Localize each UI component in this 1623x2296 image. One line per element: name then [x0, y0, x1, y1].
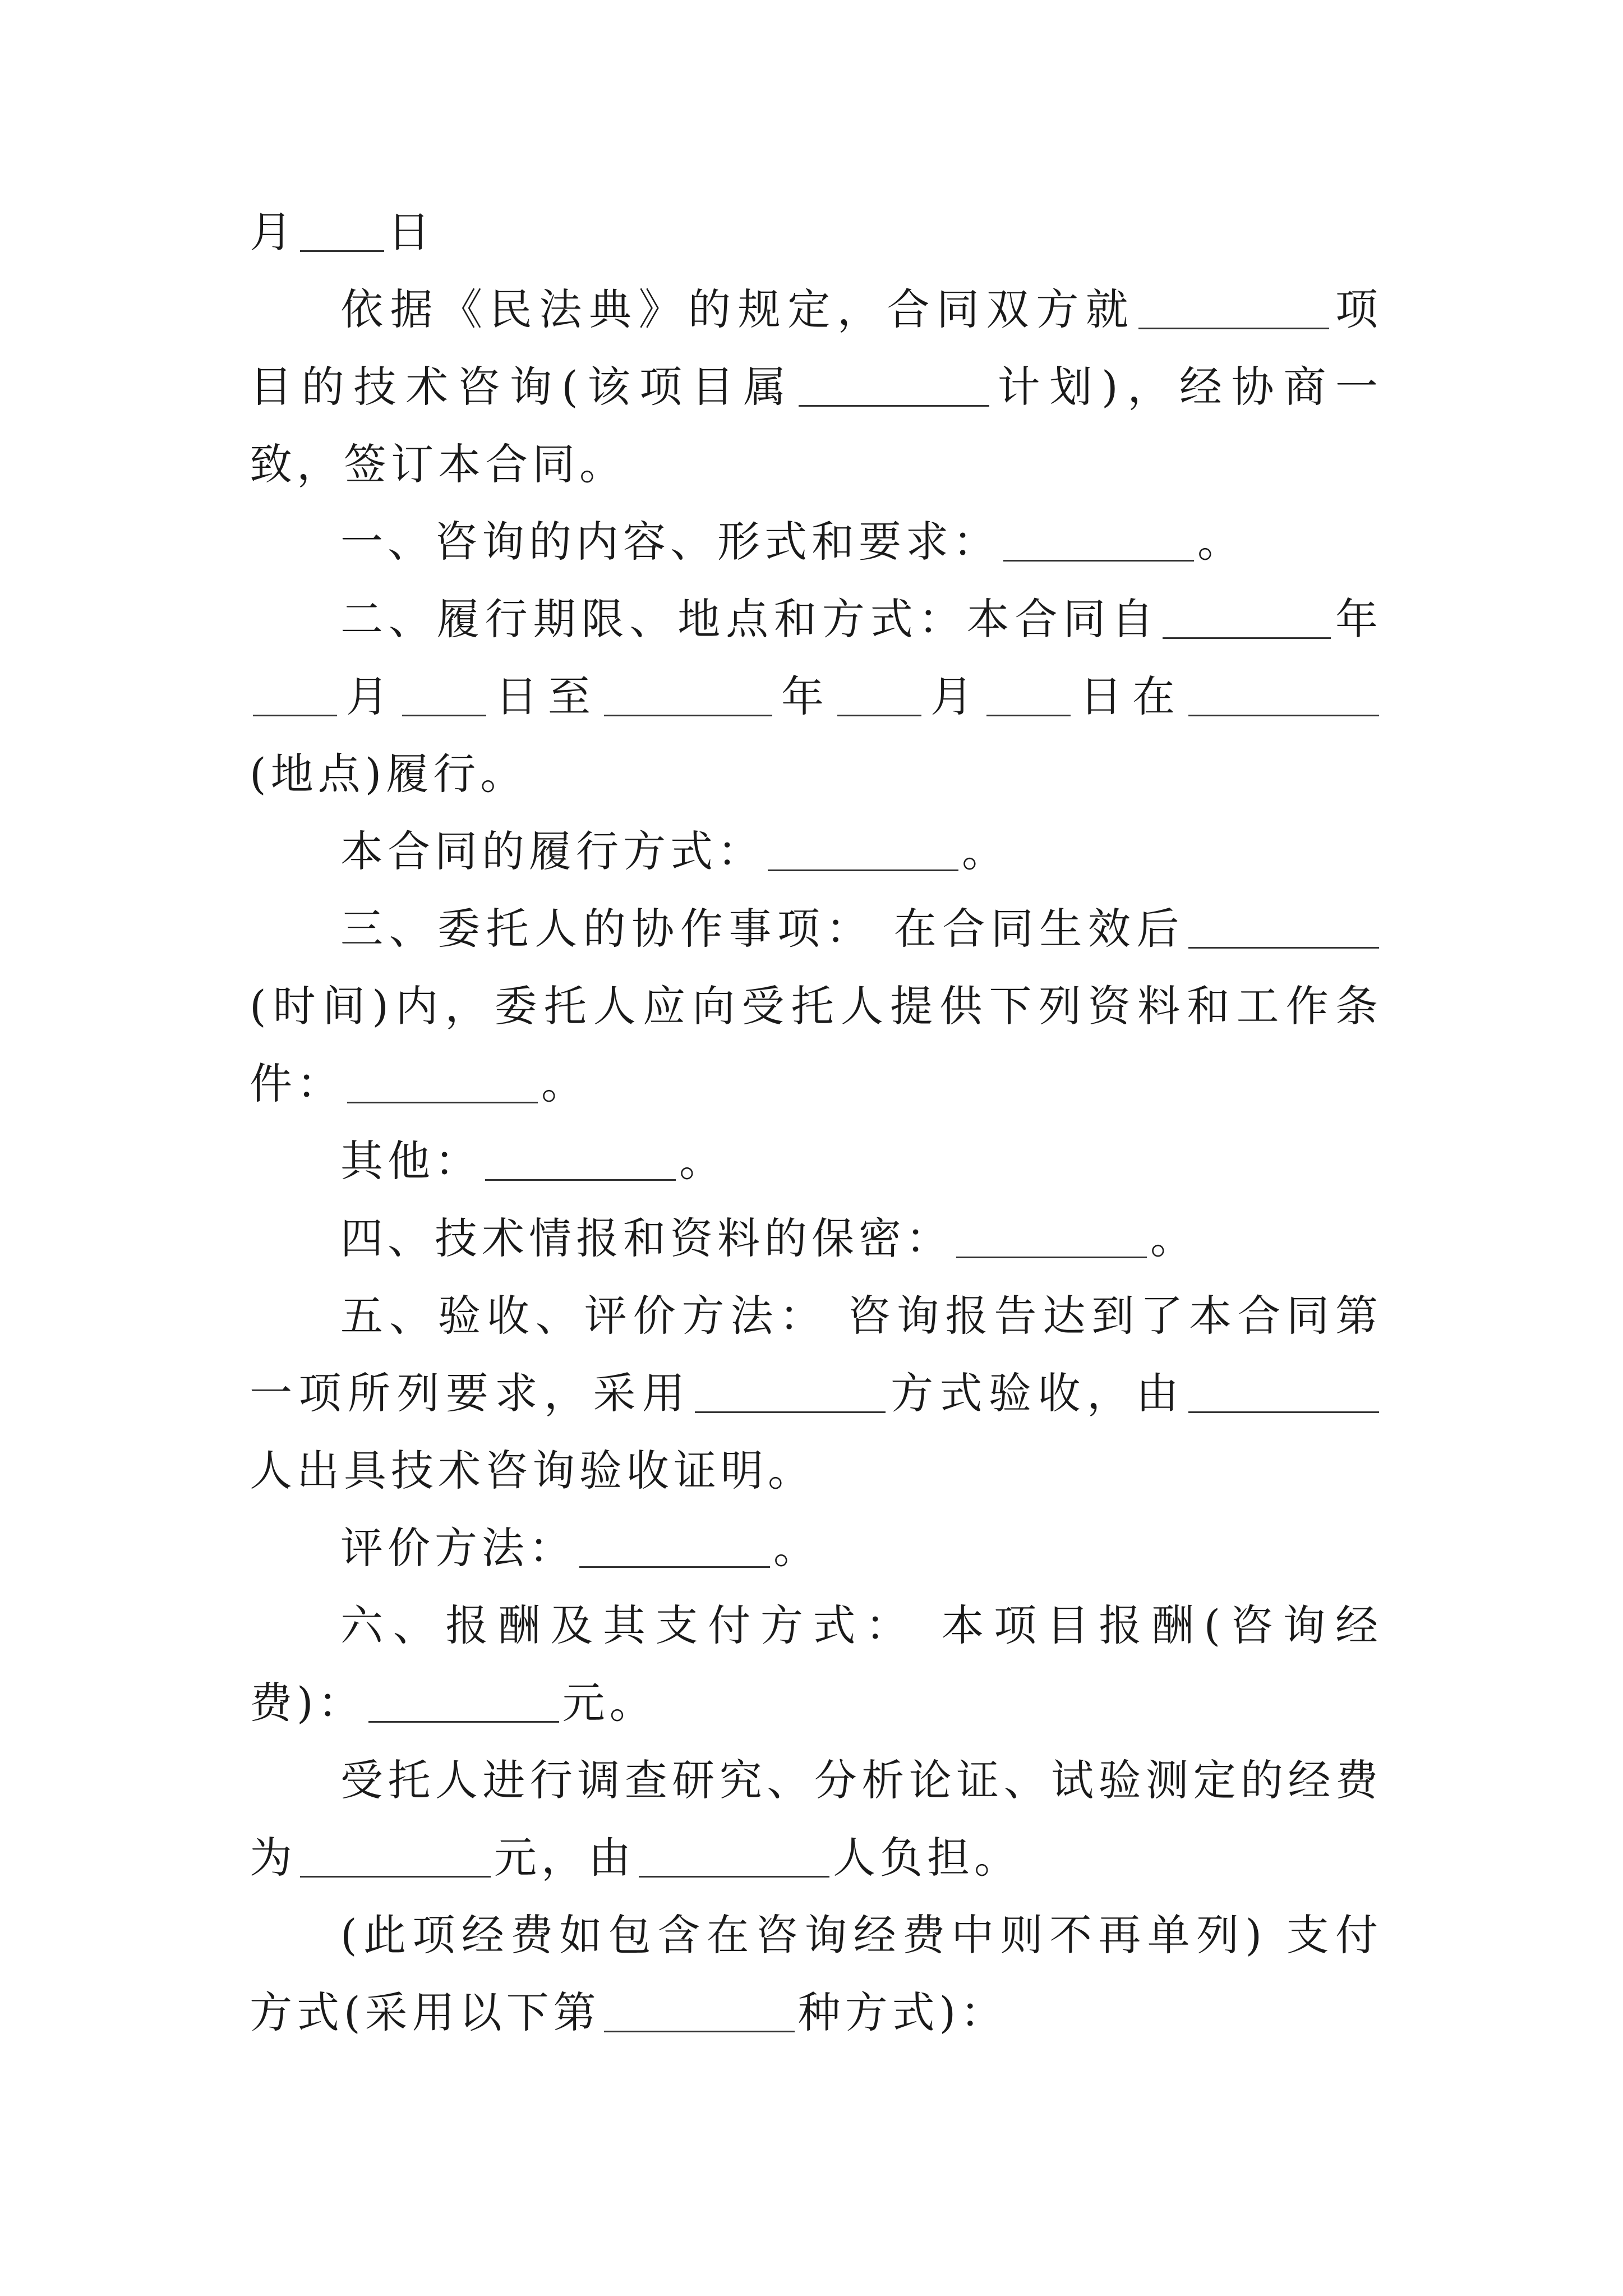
paragraph [250, 890, 1382, 1122]
fill-in-blank[interactable] [799, 365, 989, 407]
paragraph-text: 人出具技术咨询验收证明。 [250, 1446, 815, 1496]
paragraph-text: 六、报酬及其支付方式： 本项目报酬(咨询经费)： [250, 1600, 1382, 1728]
paragraph-text: 人负担。 [833, 1833, 1021, 1883]
paragraph-text: 。 [1197, 517, 1244, 567]
paragraph [250, 1897, 1382, 2051]
fill-in-blank[interactable] [1163, 597, 1331, 639]
paragraph [250, 1510, 1382, 1587]
paragraph-text: 种方式)： [797, 1987, 1008, 2037]
paragraph-text: 。 [773, 1523, 820, 1573]
paragraph-text: 项目的技术咨询(该项目属 [250, 284, 1383, 412]
paragraph [250, 1742, 1382, 1897]
paragraph [250, 581, 1382, 813]
fill-in-blank[interactable] [604, 1990, 795, 2032]
paragraph [250, 813, 1382, 890]
paragraph-text: 日在 [1074, 671, 1185, 721]
paragraph-text: 元，由 [494, 1833, 635, 1883]
paragraph-text: 。 [679, 1136, 726, 1186]
fill-in-blank[interactable] [300, 1835, 491, 1878]
fill-in-blank[interactable] [485, 1139, 676, 1181]
fill-in-blank[interactable] [368, 1681, 559, 1723]
paragraph [250, 1200, 1382, 1277]
fill-in-blank[interactable] [579, 1526, 770, 1568]
paragraph-text: 日至 [490, 671, 601, 721]
paragraph-text: 二、履行期限、地点和方式：本合同自 [340, 594, 1160, 644]
fill-in-blank[interactable] [695, 1371, 886, 1413]
paragraph [250, 1587, 1382, 1742]
paragraph [250, 1122, 1382, 1200]
paragraph-text: 元。 [562, 1678, 657, 1728]
document-page [250, 194, 1382, 2051]
fill-in-blank[interactable] [986, 674, 1071, 716]
paragraph-text: 方式验收，由 [888, 1368, 1185, 1418]
paragraph [250, 194, 1382, 271]
paragraph [250, 271, 1382, 503]
paragraph-text: 日 [388, 207, 435, 257]
fill-in-blank[interactable] [253, 674, 337, 716]
paragraph-text: 评价方法： [340, 1523, 576, 1573]
paragraph-text: 月 [250, 207, 297, 257]
paragraph-text: 受托人进行调查研究、分析论证、试验测定的经费为 [250, 1755, 1382, 1883]
paragraph-text: 月 [925, 671, 983, 721]
paragraph-text: 其他： [340, 1136, 482, 1186]
fill-in-blank[interactable] [956, 1216, 1147, 1258]
fill-in-blank[interactable] [1188, 1371, 1379, 1413]
paragraph-text: 月 [340, 671, 399, 721]
fill-in-blank[interactable] [1003, 519, 1194, 562]
fill-in-blank[interactable] [347, 1061, 538, 1103]
paragraph-text: 依据《民法典》的规定，合同双方就 [340, 284, 1136, 334]
fill-in-blank[interactable] [604, 674, 772, 716]
paragraph-text: 。 [541, 1059, 588, 1108]
paragraph-text: 本合同的履行方式： [340, 826, 764, 876]
fill-in-blank[interactable] [837, 674, 921, 716]
paragraph [250, 1277, 1382, 1510]
paragraph-text: 。 [1150, 1213, 1197, 1263]
fill-in-blank[interactable] [300, 210, 384, 252]
paragraph-text: 。 [962, 826, 1009, 876]
paragraph [250, 503, 1382, 581]
paragraph-text: 年 [776, 671, 834, 721]
paragraph-text: 一、咨询的内容、形式和要求： [340, 517, 1000, 567]
paragraph-text: (地点)履行。 [250, 749, 528, 799]
paragraph-text: 计划)，经协商一致，签订本合同。 [250, 362, 1382, 489]
fill-in-blank[interactable] [1188, 907, 1379, 949]
fill-in-blank[interactable] [402, 674, 486, 716]
paragraph-text: (时间)内，委托人应向受托人提供下列资料和工作条件： [250, 981, 1382, 1108]
fill-in-blank[interactable] [639, 1835, 829, 1878]
fill-in-blank[interactable] [1188, 674, 1379, 716]
paragraph-text: (此项经费如包含在咨询经费中则不再单列) 支付方式(采用以下第 [250, 1910, 1382, 2037]
fill-in-blank[interactable] [768, 829, 958, 871]
paragraph-text: 年 [1334, 594, 1383, 644]
fill-in-blank[interactable] [1138, 287, 1329, 329]
paragraph-text: 五、验收、评价方法： 咨询报告达到了本合同第一项所列要求，采用 [250, 1291, 1382, 1418]
paragraph-text: 三、委托人的协作事项： 在合同生效后 [340, 904, 1185, 954]
paragraph-text: 四、技术情报和资料的保密： [340, 1213, 953, 1263]
